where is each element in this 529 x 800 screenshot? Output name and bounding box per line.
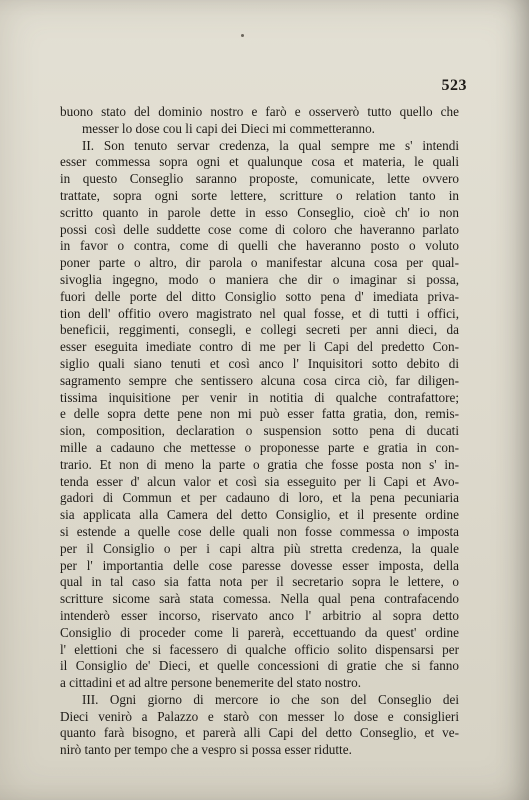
text-line: fuori delle porte del ditto Consiglio sotto pena d' imediata priva-	[60, 288, 459, 304]
text-line: a cittadini et ad altre persone benemerite del stato nostro.	[60, 675, 362, 691]
text-line: tenda esser d' alcun valor et così sia esseguito per li Capi et Avo-	[60, 473, 459, 489]
text-line: siglio quali siano tenuti et così anco l' Inquisitori sotto debito di	[60, 355, 459, 371]
text-line: sion, composition, declaration o suspension sotto pena di ducati	[60, 423, 459, 439]
text-line: gadori di Commun et per cadauno di loro, et la pena pecuniaria	[60, 490, 459, 506]
text-line: in favor o contra, come di quelli che haveranno posto o voluto	[60, 238, 459, 254]
text-line: beneficii, reggimenti, consegli, e collegi secreti per anni dieci, da	[60, 322, 459, 338]
text-line: esser commessa sopra ogni et qualunque cosa et materia, le quali	[60, 154, 459, 170]
text-line: III. Ogni giorno di mercore io che son del Conseglio dei	[82, 691, 459, 707]
text-line: nirò tanto per tempo che a vespro si possa esser ridutte.	[60, 742, 352, 758]
text-line: tion dell' offitio overo magistrato nel qual fosse, et di tutti i offici,	[60, 305, 459, 321]
text-line: il Consiglio de' Dieci, et quelle concessioni di gratie che si fanno	[60, 658, 459, 674]
text-line: in questo Conseglio saranno proposte, comunicate, lette ovvero	[60, 171, 459, 187]
text-line: scritture sicome sarà stata comessa. Nella qual pena contrafacendo	[60, 591, 459, 607]
body-text	[60, 104, 459, 759]
page-number: 523	[441, 77, 467, 94]
text-line: quanto farà bisogno, et parerà alli Capi del detto Conseglio, et ve-	[60, 725, 459, 741]
text-line: II. Son tenuto servar credenza, la qual sempre me s' intendi	[82, 137, 459, 153]
text-line: messer lo dose cou li capi dei Dieci mi commetteranno.	[82, 120, 375, 136]
text-line: sivoglia ingegno, modo o maniera che dir o imaginar si possa,	[60, 271, 459, 287]
text-line: trattate, sopra ogni sorte lettere, scritture o relation tanto in	[60, 187, 459, 203]
text-line: intenderò esser incorso, riservato anco l' arbitrio al sopra detto	[60, 607, 459, 623]
text-line: buono stato del dominio nostro e farò e osserverò tutto quello che	[60, 104, 459, 119]
text-line: per l' importantia delle cose paresse dovesse esser imposta, della	[60, 557, 459, 573]
text-line: l' elettioni che si facessero di qualche officio solito dispensarsi per	[60, 641, 459, 657]
text-line: sia applicata alla Camera del detto Consiglio, et il presente ordine	[60, 507, 459, 523]
text-line: per il Consiglio o per i capi altra più stretta credenza, la quale	[60, 540, 459, 556]
text-line: poner parte o altro, dir parola o manifestar alcuna cosa per qual-	[60, 255, 459, 271]
text-line: si estende a quelle cose delle quali non fosse commessa o imposta	[60, 523, 459, 539]
text-line: trario. Et non di meno la parte o gratia che fosse posta non s' in-	[60, 456, 459, 472]
text-line: esser eseguita imediate contro di me per li Capi del predetto Con-	[60, 339, 459, 355]
text-line: qual in tal caso sia fatta nota per il secretario sopra le lettere, o	[60, 574, 459, 590]
text-line: e delle sopra dette pene non mi può esser fatta gratia, don, remis-	[60, 406, 459, 422]
text-line: sagramento sempre che sentissero alcuna cosa circa ciò, far diligen-	[60, 372, 459, 388]
text-line: scritto quanto in parole dette in esso Conseglio, cioè ch' io non	[60, 204, 459, 220]
text-line: tissima inquisitione per venir in notitia di qualche contrafattore;	[60, 389, 459, 405]
text-line: possi così delle suddette cose come di coloro che haveranno parlato	[60, 221, 459, 237]
text-line: mille a cadauno che mettesse o proponesse parte e gratia in con-	[60, 439, 459, 455]
text-line: Consiglio di proceder come li parerà, eccettuando da quest' ordine	[60, 624, 459, 640]
text-line: Dieci venirò a Palazzo e starò con messer lo dose e consiglieri	[60, 708, 459, 724]
ink-speck	[241, 34, 244, 37]
